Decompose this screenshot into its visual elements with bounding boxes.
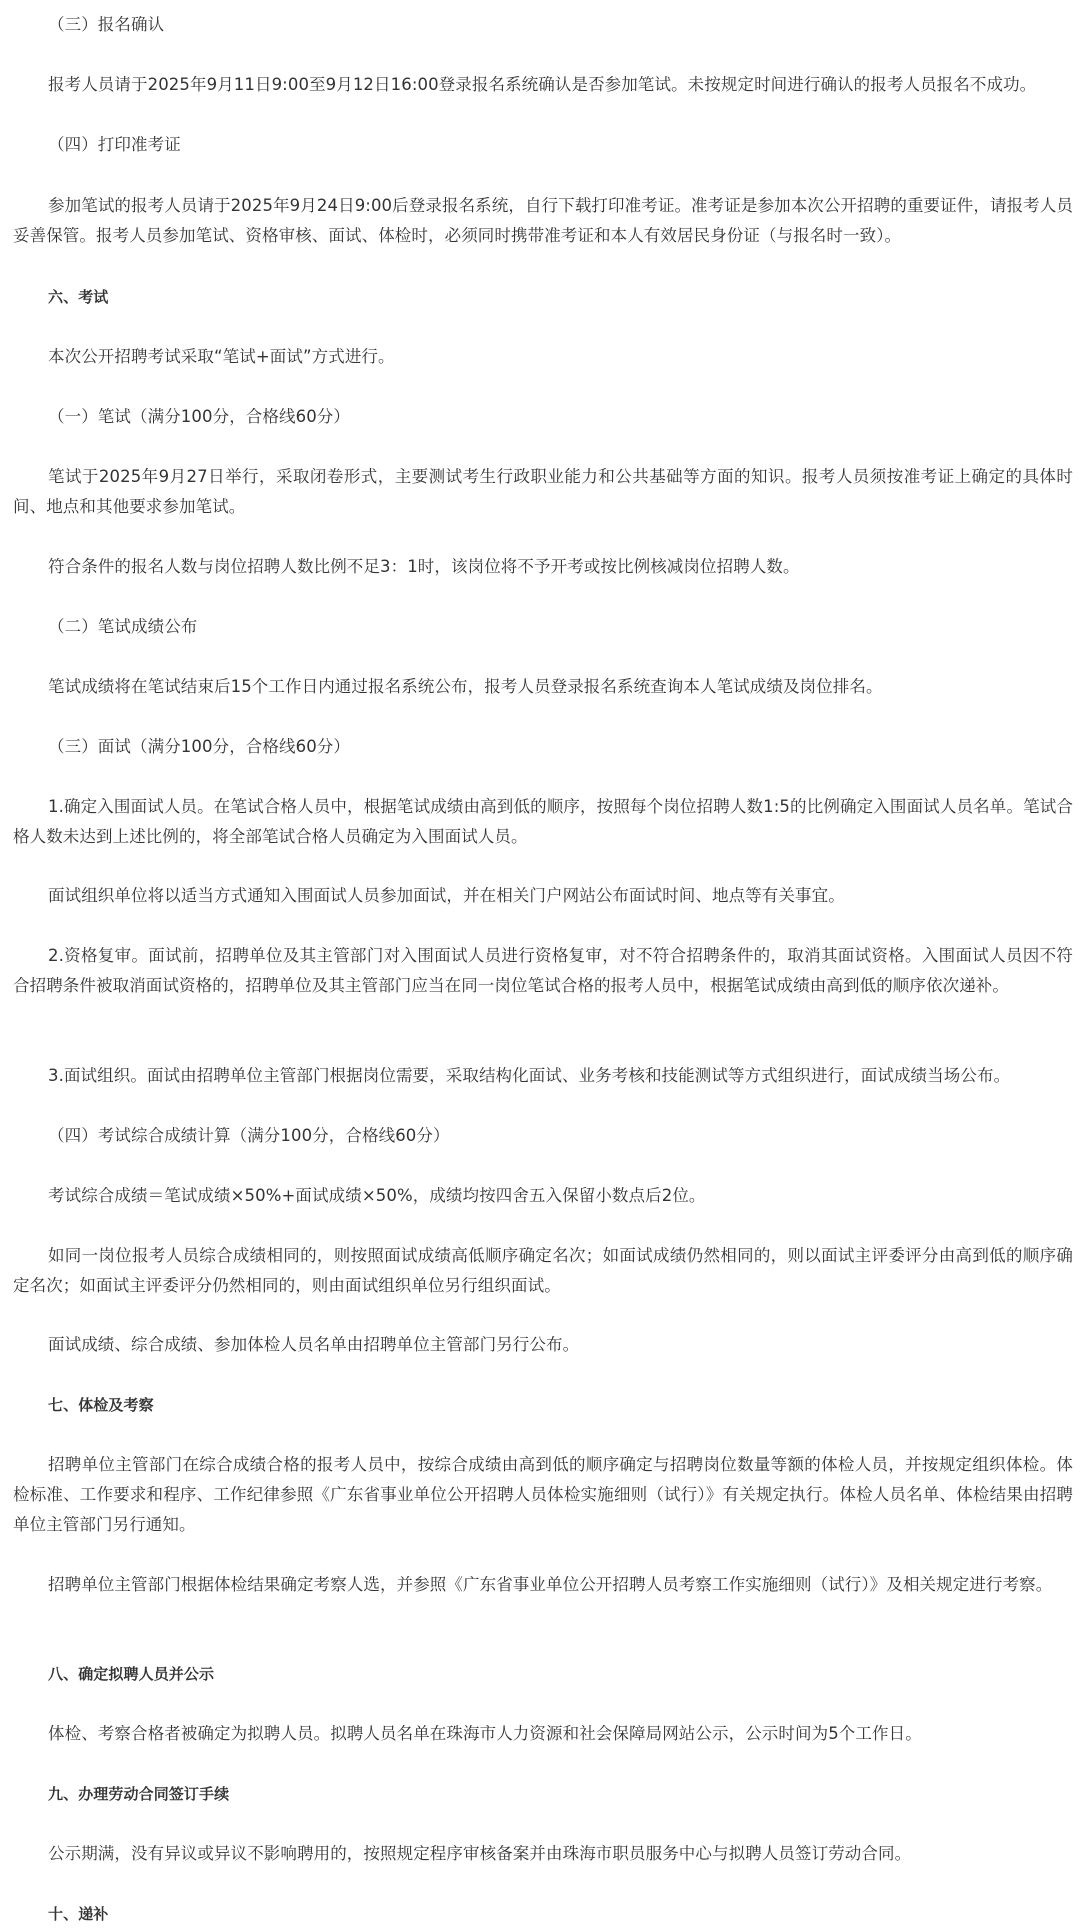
paragraph: 本次公开招聘考试采取“笔试+面试”方式进行。 bbox=[48, 347, 395, 366]
paragraph: 3.面试组织。面试由招聘单位主管部门根据岗位需要，采取结构化面试、业务考核和技能测试等方式组织进行，面试成绩当场公布。 bbox=[48, 1066, 1011, 1085]
paragraph: 招聘单位主管部门在综合成绩合格的报考人员中，按综合成绩由高到低的顺序确定与招聘岗位数量等额的体检人员，并按规定组织体检。体检标准、工作要求和程序、工作纪律参照《广东省事业单位公开招聘人员体检实施细则（试行）》有关规定执行。体检人员名单、体检结果由招聘单位主管部门另行通知。 bbox=[13, 1455, 1073, 1534]
subheading-interview: （三）面试（满分100分，合格线60分） bbox=[48, 737, 350, 756]
subheading-written-exam: （一）笔试（满分100分，合格线60分） bbox=[48, 407, 350, 426]
paragraph: 笔试成绩将在笔试结束后15个工作日内通过报名系统公布，报考人员登录报名系统查询本人笔试成绩及岗位排名。 bbox=[48, 677, 883, 696]
paragraph: 报考人员请于2025年9月11日9:00至9月12日16:00登录报名系统确认是否参加笔试。未按规定时间进行确认的报考人员报名不成功。 bbox=[48, 75, 1037, 94]
paragraph: 符合条件的报名人数与岗位招聘人数比例不足3：1时，该岗位将不予开考或按比例核减岗位招聘人数。 bbox=[48, 557, 800, 576]
section-heading-substitution: 十、递补 bbox=[48, 1905, 109, 1923]
subheading-composite-score: （四）考试综合成绩计算（满分100分，合格线60分） bbox=[48, 1126, 450, 1145]
paragraph: 参加笔试的报考人员请于2025年9月24日9:00后登录报名系统，自行下载打印准考证。准考证是参加本次公开招聘的重要证件，请报考人员妥善保管。报考人员参加笔试、资格审核、面试、体检时，必须同时携带准考证和本人有效居民身份证（与报名时一致）。 bbox=[13, 196, 1073, 245]
paragraph: 体检、考察合格者被确定为拟聘人员。拟聘人员名单在珠海市人力资源和社会保障局网站公示，公示时间为5个工作日。 bbox=[48, 1724, 922, 1743]
paragraph: 1.确定入围面试人员。在笔试合格人员中，根据笔试成绩由高到低的顺序，按照每个岗位招聘人数1:5的比例确定入围面试人员名单。笔试合格人数未达到上述比例的，将全部笔试合格人员确定为入围面试人员。 bbox=[13, 797, 1073, 846]
subheading-registration-confirm: （三）报名确认 bbox=[48, 15, 165, 34]
paragraph: 如同一岗位报考人员综合成绩相同的，则按照面试成绩高低顺序确定名次；如面试成绩仍然相同的，则以面试主评委评分由高到低的顺序确定名次；如面试主评委评分仍然相同的，则由面试组织单位另行组织面试。 bbox=[13, 1246, 1073, 1295]
paragraph: 笔试于2025年9月27日举行，采取闭卷形式，主要测试考生行政职业能力和公共基础等方面的知识。报考人员须按准考证上确定的具体时间、地点和其他要求参加笔试。 bbox=[13, 467, 1073, 516]
paragraph: 考试综合成绩＝笔试成绩×50%+面试成绩×50%，成绩均按四舍五入保留小数点后2位。 bbox=[48, 1186, 706, 1205]
paragraph: 招聘单位主管部门根据体检结果确定考察人选，并参照《广东省事业单位公开招聘人员考察工作实施细则（试行）》及相关规定进行考察。 bbox=[48, 1575, 1053, 1594]
subheading-written-results: （二）笔试成绩公布 bbox=[48, 617, 198, 636]
paragraph: 2.资格复审。面试前，招聘单位及其主管部门对入围面试人员进行资格复审，对不符合招聘条件的，取消其面试资格。入围面试人员因不符合招聘条件被取消面试资格的，招聘单位及其主管部门应当在同一岗位笔试合格的报考人员中，根据笔试成绩由高到低的顺序依次递补。 bbox=[13, 946, 1073, 995]
section-heading-medical-check: 七、体检及考察 bbox=[48, 1396, 154, 1414]
section-heading-exam: 六、考试 bbox=[48, 288, 109, 306]
paragraph: 公示期满，没有异议或异议不影响聘用的，按照规定程序审核备案并由珠海市职员服务中心与拟聘人员签订劳动合同。 bbox=[48, 1844, 912, 1863]
paragraph: 面试成绩、综合成绩、参加体检人员名单由招聘单位主管部门另行公布。 bbox=[48, 1335, 580, 1354]
section-heading-contract: 九、办理劳动合同签订手续 bbox=[48, 1785, 230, 1803]
subheading-print-admission: （四）打印准考证 bbox=[48, 135, 181, 154]
paragraph: 面试组织单位将以适当方式通知入围面试人员参加面试，并在相关门户网站公布面试时间、地点等有关事宜。 bbox=[48, 886, 845, 905]
section-heading-publicity: 八、确定拟聘人员并公示 bbox=[48, 1665, 215, 1683]
